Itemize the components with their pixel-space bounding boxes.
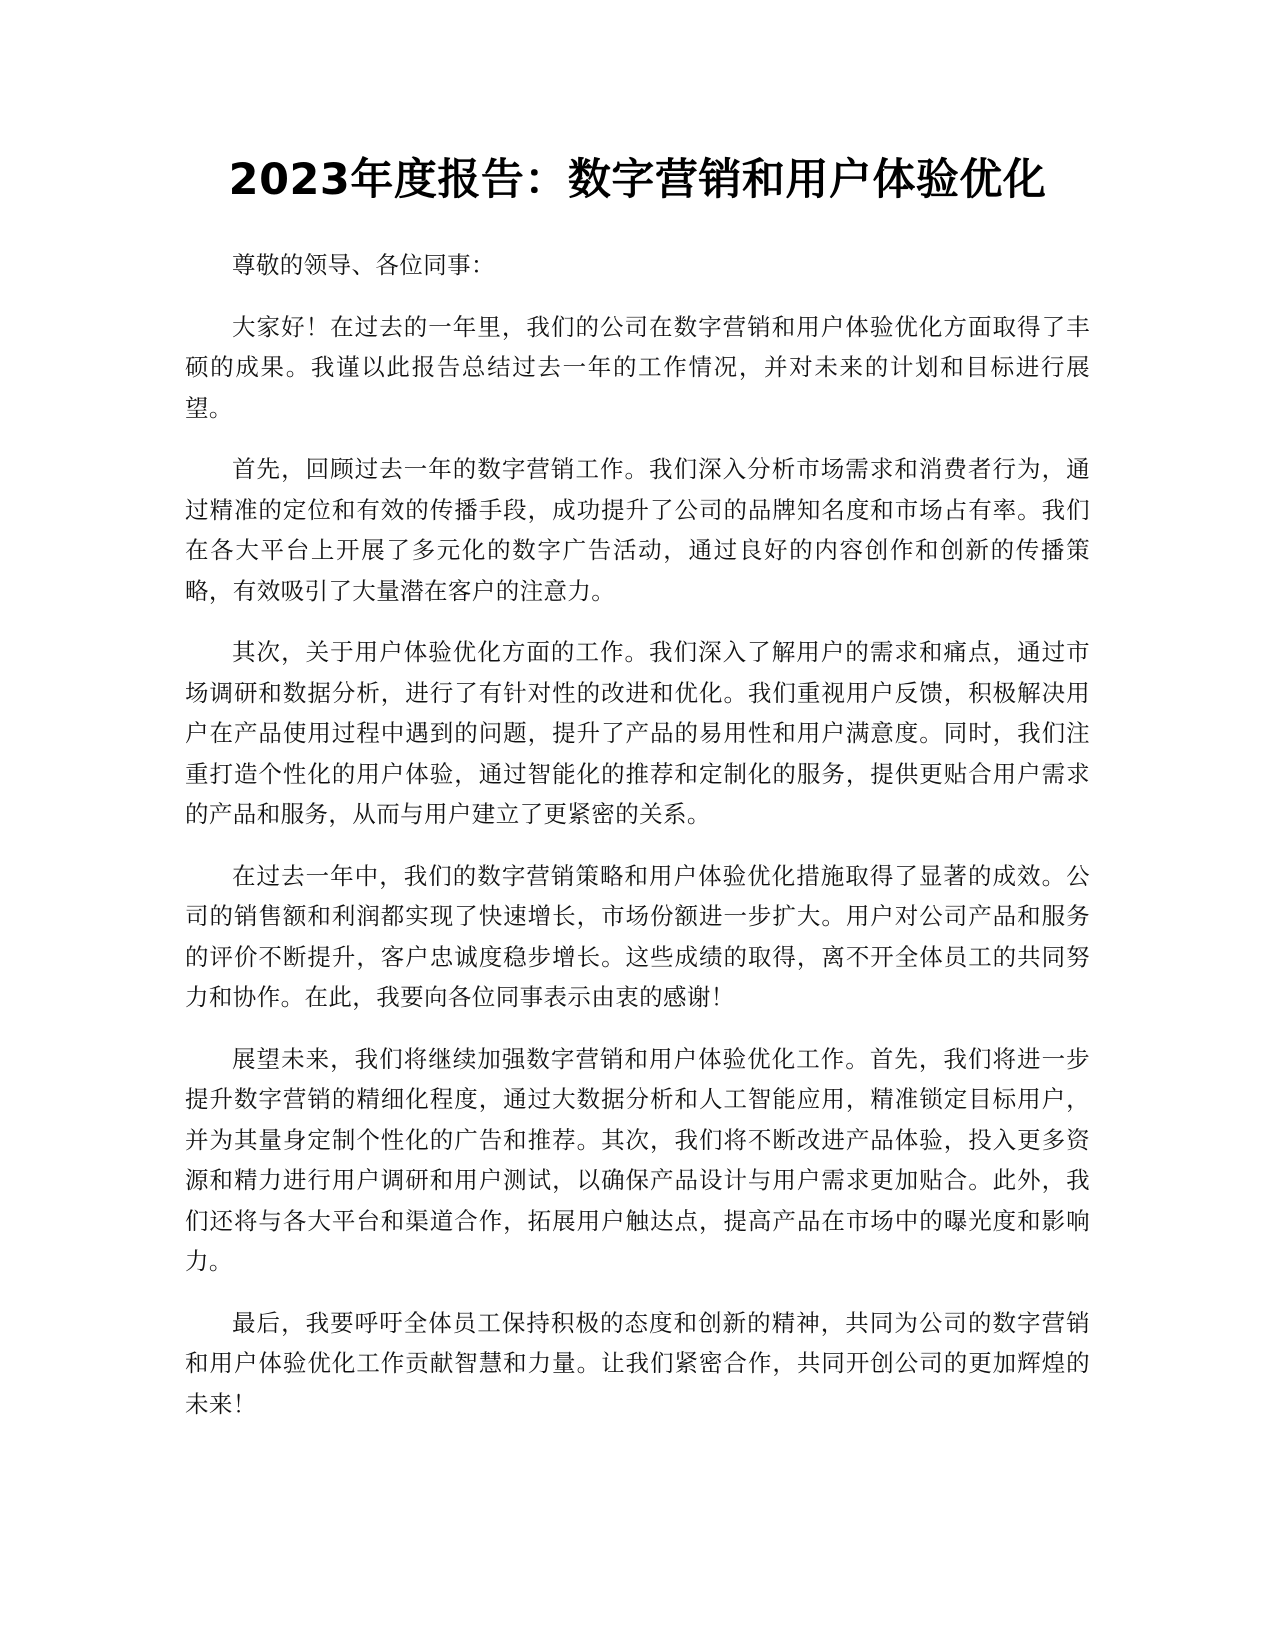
paragraph-greeting: 大家好！在过去的一年里，我们的公司在数字营销和用户体验优化方面取得了丰硕的成果。我谨以此报告总结过去一年的工作情况，并对未来的计划和目标进行展望。: [185, 312, 1090, 422]
document-body: [185, 245, 1090, 1445]
paragraph-results: 在过去一年中，我们的数字营销策略和用户体验优化措施取得了显著的成效。公司的销售额和利润都实现了快速增长，市场份额进一步扩大。用户对公司产品和服务的评价不断提升，客户忠诚度稳步增长。这些成绩的取得，离不开全体员工的共同努力和协作。在此，我要向各位同事表示由衷的感谢！: [185, 861, 1090, 1011]
document-page: [185, 0, 1090, 1650]
paragraph-outlook: 展望未来，我们将继续加强数字营销和用户体验优化工作。首先，我们将进一步提升数字营销的精细化程度，通过大数据分析和人工智能应用，精准锁定目标用户，并为其量身定制个性化的广告和推荐。其次，我们将不断改进产品体验，投入更多资源和精力进行用户调研和用户测试，以确保产品设计与用户需求更加贴合。此外，我们还将与各大平台和渠道合作，拓展用户触达点，提高产品在市场中的曝光度和影响力。: [185, 1044, 1090, 1275]
paragraph-digital-marketing: 首先，回顾过去一年的数字营销工作。我们深入分析市场需求和消费者行为，通过精准的定位和有效的传播手段，成功提升了公司的品牌知名度和市场占有率。我们在各大平台上开展了多元化的数字广告活动，通过良好的内容创作和创新的传播策略，有效吸引了大量潜在客户的注意力。: [185, 455, 1090, 605]
paragraph-user-experience: 其次，关于用户体验优化方面的工作。我们深入了解用户的需求和痛点，通过市场调研和数据分析，进行了有针对性的改进和优化。我们重视用户反馈，积极解决用户在产品使用过程中遇到的问题，提升了产品的易用性和用户满意度。同时，我们注重打造个性化的用户体验，通过智能化的推荐和定制化的服务，提供更贴合用户需求的产品和服务，从而与用户建立了更紧密的关系。: [185, 638, 1090, 828]
paragraph-closing: 最后，我要呼吁全体员工保持积极的态度和创新的精神，共同为公司的数字营销和用户体验优化工作贡献智慧和力量。让我们紧密合作，共同开创公司的更加辉煌的未来！: [185, 1308, 1090, 1418]
document-title: 2023年度报告：数字营销和用户体验优化: [228, 155, 1047, 205]
paragraph-salutation: 尊敬的领导、各位同事：: [232, 251, 495, 279]
